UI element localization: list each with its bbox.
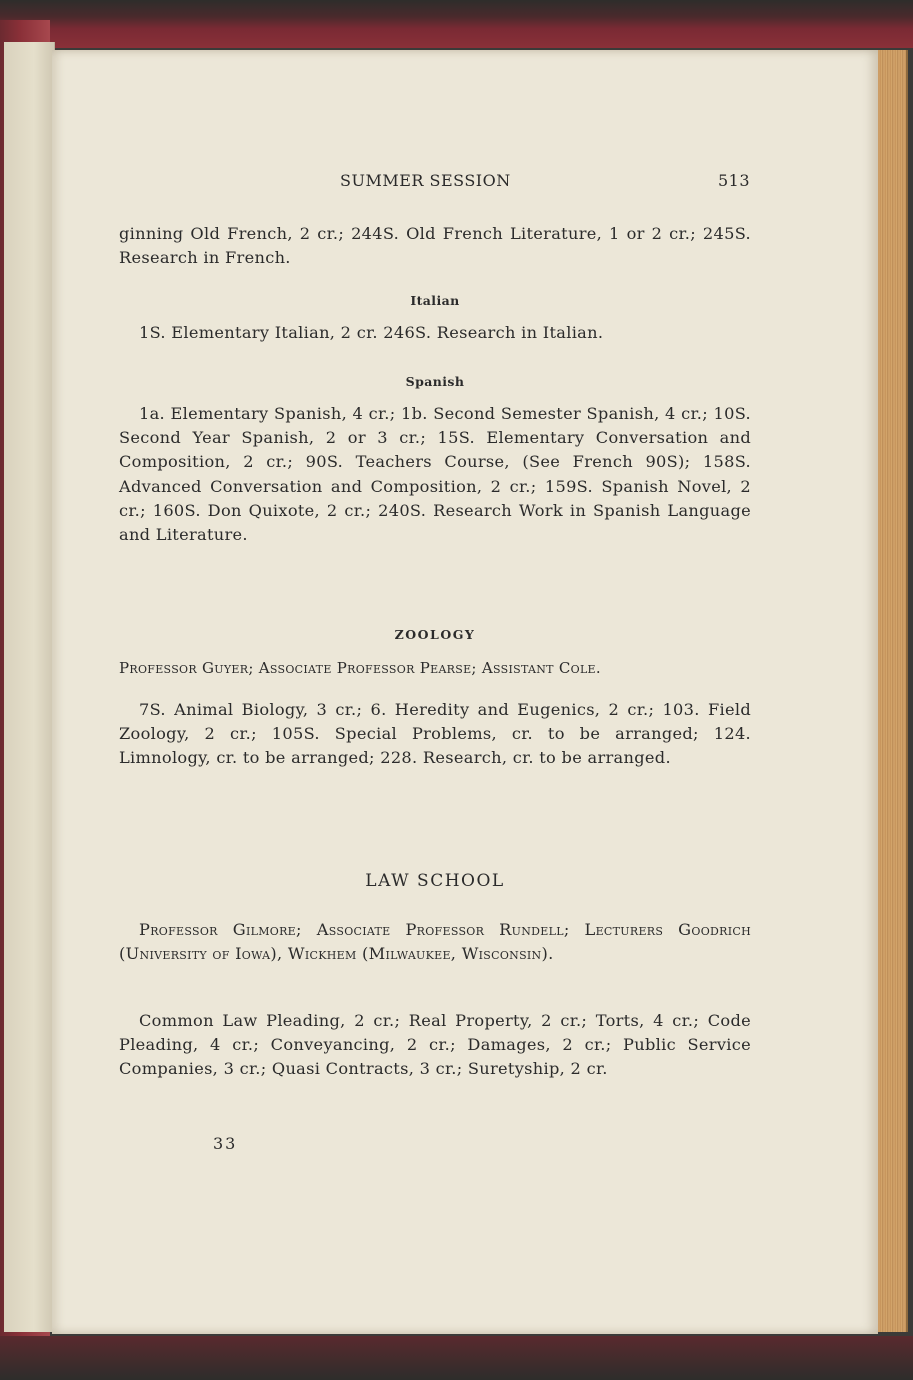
zoology-heading: ZOOLOGY bbox=[394, 627, 476, 642]
signature-mark: 33 bbox=[213, 1134, 238, 1153]
book-cover-bottom bbox=[0, 1336, 913, 1380]
page-number: 513 bbox=[717, 171, 750, 190]
zoology-faculty: Professor Guyer; Associate Professor Pearse; Assistant Cole. bbox=[119, 659, 601, 677]
spanish-courses: 1a. Elementary Spanish, 4 cr.; 1b. Second Semester Spanish, 4 cr.; 10S. Second Year Spanish, 2 or 3 cr.; 15S. Elementary Conversation and Composition, 2 cr.; 90S. Teachers Course, (See French 90S); 158S. Advanced Conversation and Composition, 2 cr.; 159S. Spanish Novel, 2 cr.; 160S. Don Quixote, 2 cr.; 240S. Research Work in Spanish Language and Literature. bbox=[119, 404, 751, 545]
law-school-faculty: Professor Gilmore; Associate Professor Rundell; Lecturers Goodrich (University of Iowa), Wickhem (Milwaukee, Wisconsin). bbox=[119, 920, 751, 964]
italian-courses: 1S. Elementary Italian, 2 cr. 246S. Research in Italian. bbox=[139, 323, 604, 342]
previous-page-edge bbox=[4, 42, 55, 1332]
running-title: SUMMER SESSION bbox=[340, 171, 511, 190]
spanish-heading: Spanish bbox=[405, 374, 465, 389]
law-school-courses: Common Law Pleading, 2 cr.; Real Property, 2 cr.; Torts, 4 cr.; Code Pleading, 4 cr.; Conveyancing, 2 cr.; Damages, 2 cr.; Public Service Companies, 3 cr.; Quasi Contracts, 3 cr.; Suretyship, 2 cr. bbox=[119, 1011, 751, 1079]
running-header bbox=[120, 171, 750, 193]
french-continued-paragraph: ginning Old French, 2 cr.; 244S. Old French Literature, 1 or 2 cr.; 245S. Research in French. bbox=[119, 224, 751, 268]
book-cover-top bbox=[0, 0, 913, 48]
zoology-courses: 7S. Animal Biology, 3 cr.; 6. Heredity and Eugenics, 2 cr.; 103. Field Zoology, 2 cr.; 105S. Special Problems, cr. to be arranged; 124. Limnology, cr. to be arranged; 228. Research, cr. to be arranged. bbox=[119, 700, 751, 768]
italian-heading: Italian bbox=[410, 293, 460, 308]
law-school-heading: LAW SCHOOL bbox=[365, 871, 505, 891]
